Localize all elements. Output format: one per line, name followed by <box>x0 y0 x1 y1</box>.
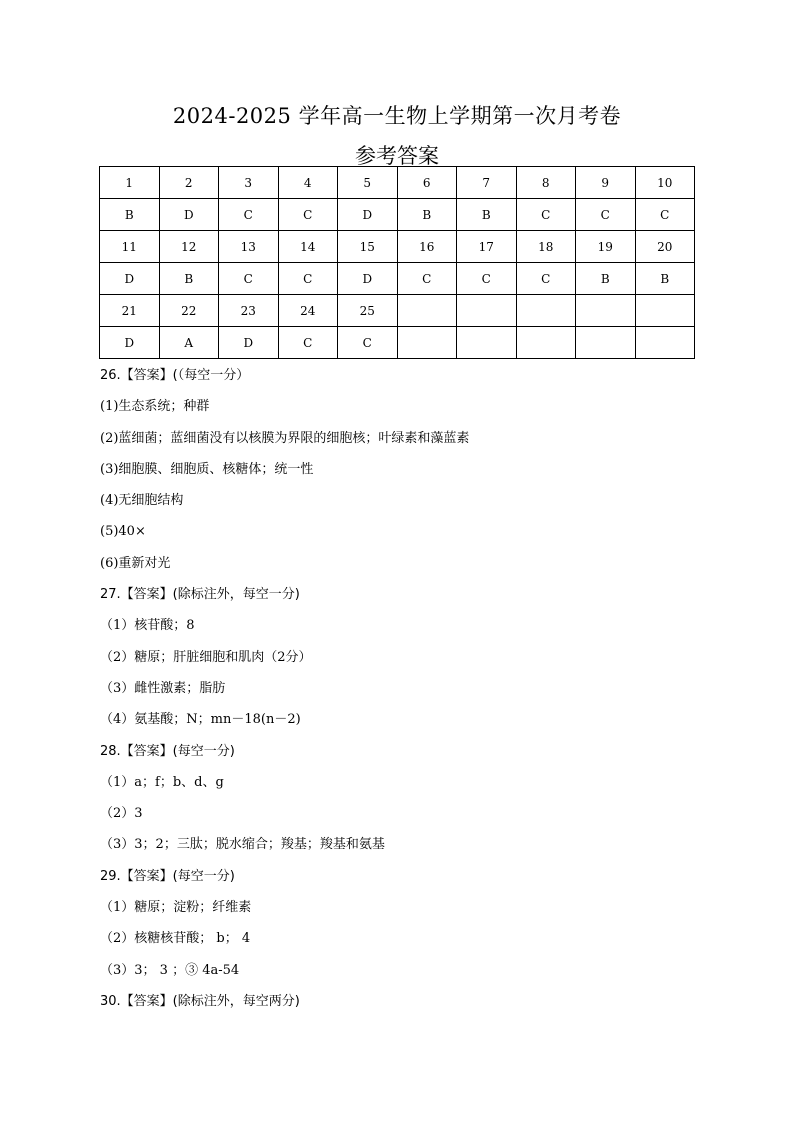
question-number-cell: 1 <box>100 167 160 199</box>
answer-cell: C <box>397 263 457 295</box>
answer-line: (1)生态系统；种群 <box>100 399 210 415</box>
answer-cell: B <box>159 263 219 295</box>
question-number-cell: 12 <box>159 231 219 263</box>
answer-cell: D <box>100 327 160 359</box>
question-number-cell: 11 <box>100 231 160 263</box>
question-number-cell: 18 <box>516 231 576 263</box>
question-number-cell: 16 <box>397 231 457 263</box>
question-number-cell: 10 <box>635 167 695 199</box>
answer-line: (3)细胞膜、细胞质、核糖体；统一性 <box>100 461 314 477</box>
answer-line: （2）核糖核苷酸； b； 4 <box>100 931 251 947</box>
answer-cell: A <box>159 327 219 359</box>
answer-cell: C <box>338 327 398 359</box>
answer-cell <box>516 327 576 359</box>
answer-cell: C <box>219 199 279 231</box>
answer-line: (5)40× <box>100 524 146 540</box>
question-number-cell: 8 <box>516 167 576 199</box>
question-number-cell <box>457 295 517 327</box>
table-row <box>100 167 695 199</box>
answer-heading: 27.【答案】(除标注外，每空一分) <box>100 587 300 603</box>
answer-line: （3）3；2；三肽；脱水缩合；羧基；羧基和氨基 <box>100 837 385 853</box>
answer-line: （3）雌性激素；脂肪 <box>100 680 226 696</box>
answer-cell: C <box>278 263 338 295</box>
answer-cell: B <box>635 263 695 295</box>
answer-line: （1）糖原；淀粉；纤维素 <box>100 900 252 916</box>
answer-cell: D <box>338 263 398 295</box>
question-number-cell: 21 <box>100 295 160 327</box>
answer-cell: C <box>219 263 279 295</box>
question-number-cell: 9 <box>576 167 636 199</box>
question-number-cell: 6 <box>397 167 457 199</box>
answer-line: （1）a；f；b、d、g <box>100 774 224 790</box>
answer-cell: B <box>397 199 457 231</box>
answer-cell: C <box>576 199 636 231</box>
answer-cell <box>457 327 517 359</box>
answer-cell <box>397 327 457 359</box>
answer-section <box>100 366 700 1023</box>
question-number-cell: 3 <box>219 167 279 199</box>
answer-line: （1）核苷酸；8 <box>100 618 195 634</box>
table-row <box>100 263 695 295</box>
answer-cell <box>635 327 695 359</box>
answer-line: (2)蓝细菌；蓝细菌没有以核膜为界限的细胞核；叶绿素和藻蓝素 <box>100 430 470 446</box>
question-number-cell: 13 <box>219 231 279 263</box>
table-row <box>100 327 695 359</box>
page-title: 2024-2025 学年高一生物上学期第一次月考卷 <box>172 104 622 128</box>
answer-cell: D <box>338 199 398 231</box>
answer-cell: B <box>576 263 636 295</box>
answer-heading: 30.【答案】(除标注外，每空两分) <box>100 993 300 1009</box>
answer-cell: C <box>635 199 695 231</box>
question-number-cell: 23 <box>219 295 279 327</box>
answer-line: （2）糖原；肝脏细胞和肌肉（2分） <box>100 649 312 665</box>
answer-heading: 26.【答案】(（每空一分） <box>100 368 250 383</box>
answer-cell: C <box>516 263 576 295</box>
answer-line: （4）氨基酸；N；mn－18(n－2) <box>100 712 301 728</box>
answer-cell: C <box>457 263 517 295</box>
answer-heading: 28.【答案】(每空一分) <box>100 743 235 759</box>
question-number-cell <box>635 295 695 327</box>
answer-cell: D <box>100 263 160 295</box>
table-row <box>100 231 695 263</box>
answer-cell: C <box>278 199 338 231</box>
question-number-cell: 24 <box>278 295 338 327</box>
question-number-cell: 4 <box>278 167 338 199</box>
question-number-cell: 15 <box>338 231 398 263</box>
answer-heading: 29.【答案】(每空一分) <box>100 868 235 884</box>
answer-line: (4)无细胞结构 <box>100 493 184 509</box>
question-number-cell: 22 <box>159 295 219 327</box>
answer-line: （3）3； 3 ；③ 4a-54 <box>100 962 240 978</box>
question-number-cell: 20 <box>635 231 695 263</box>
answer-line: （2）3 <box>100 806 143 822</box>
answer-cell: B <box>457 199 517 231</box>
table-row <box>100 295 695 327</box>
answer-cell: B <box>100 199 160 231</box>
question-number-cell <box>516 295 576 327</box>
question-number-cell: 19 <box>576 231 636 263</box>
answer-cell: C <box>278 327 338 359</box>
question-number-cell: 17 <box>457 231 517 263</box>
question-number-cell: 14 <box>278 231 338 263</box>
answer-cell: D <box>159 199 219 231</box>
answer-line: (6)重新对光 <box>100 555 171 571</box>
question-number-cell: 25 <box>338 295 398 327</box>
answer-table <box>99 166 695 359</box>
question-number-cell: 2 <box>159 167 219 199</box>
answer-cell <box>576 327 636 359</box>
question-number-cell <box>397 295 457 327</box>
question-number-cell: 5 <box>338 167 398 199</box>
table-row <box>100 199 695 231</box>
answer-cell: D <box>219 327 279 359</box>
page-subtitle: 参考答案 <box>355 144 439 168</box>
question-number-cell: 7 <box>457 167 517 199</box>
question-number-cell <box>576 295 636 327</box>
answer-cell: C <box>516 199 576 231</box>
